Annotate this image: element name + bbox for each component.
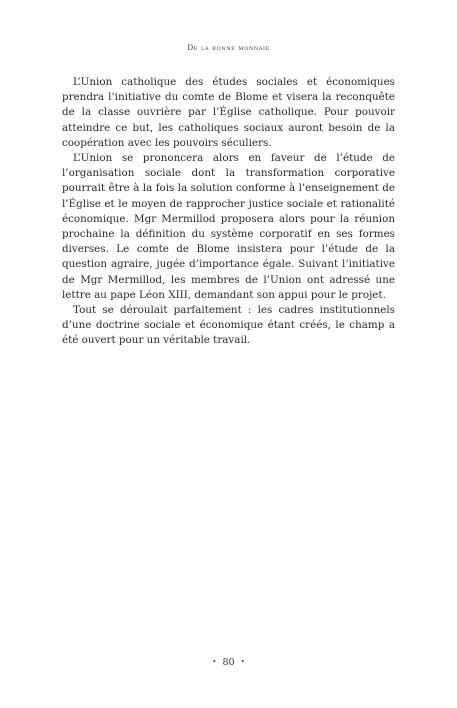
paragraph: L’Union catholique des études sociales et économiques prendra l’initiative du comte de Blome et visera la reconquête de la classe ouvrière par l’Église catholique. Pour pouvoir atteindre ce but, les catholiques sociaux auront besoin de la coopération avec les pouvoirs séculiers. — [62, 76, 395, 149]
paragraph: Tout se déroulait parfaitement : les cadres institutionnels d’une doctrine sociale et économique étant créés, le champ a été ouvert pour un véritable travail. — [62, 304, 395, 347]
paragraph: L’Union se prononcera alors en faveur de l’étude de l’organisation sociale dont la transformation corporative pourrait être à la fois la solution conforme à l’enseignement de l’Église et le moyen de rapprocher justice sociale et rationalité économique. Mgr Mermillod proposera alors pour la réunion prochaine la définition du système corporatif en ses formes diverses. Le comte de Blome insistera pour l’étude de la question agraire, jugée d’importance égale. Suivant l’initiative de Mgr Mermillod, les membres de l’Union ont adressé une lettre au pape Léon XIII, demandant son appui pour le projet. — [62, 152, 395, 301]
page-folio — [0, 657, 457, 668]
body-text — [62, 75, 395, 349]
folio-bullet-right: • — [240, 658, 245, 666]
running-head: De la bonne monnaie — [187, 43, 270, 52]
page-number: 80 — [222, 657, 235, 668]
folio-bullet-left: • — [212, 658, 217, 666]
